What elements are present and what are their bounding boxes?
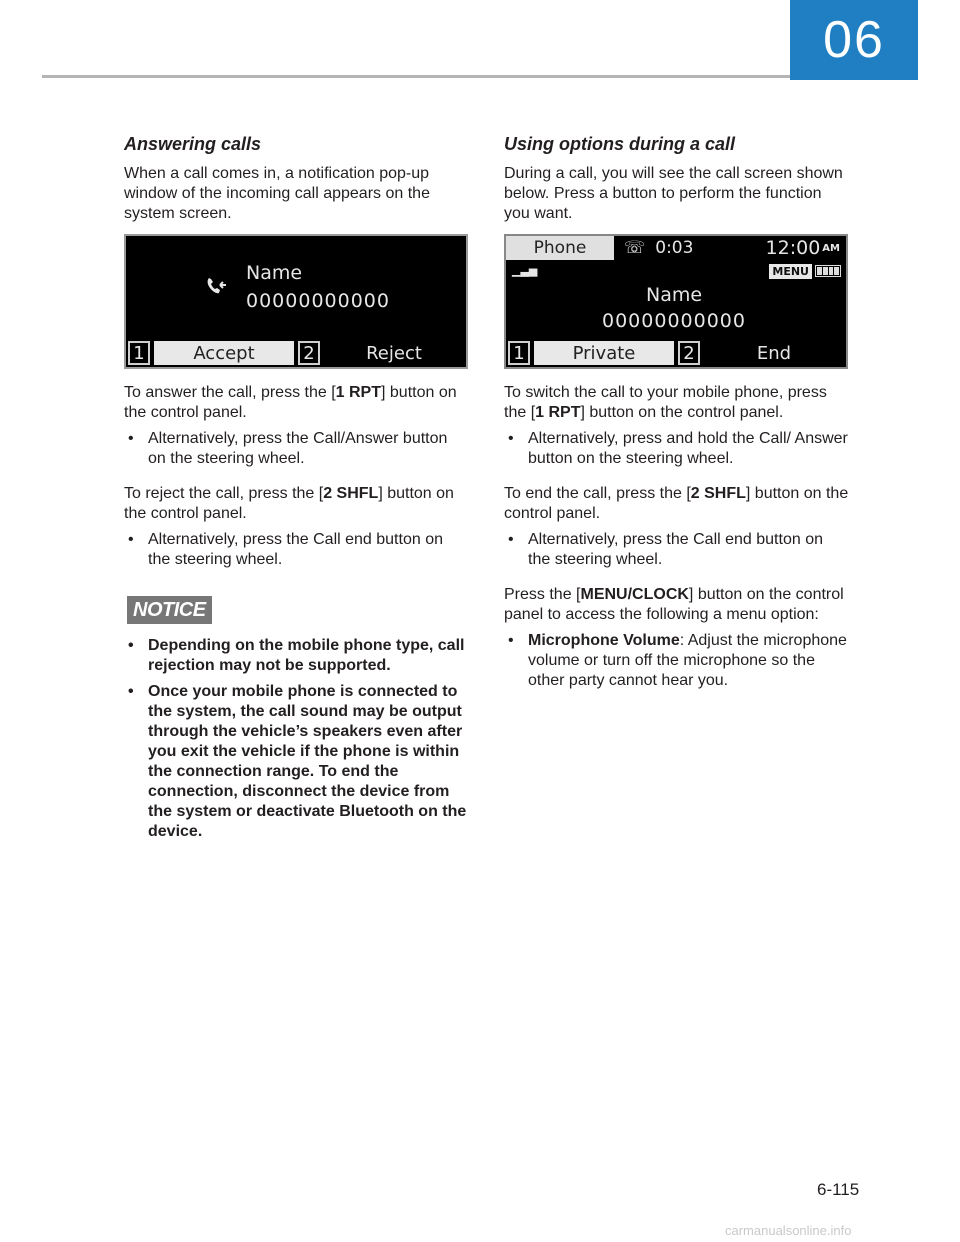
phone-tab: Phone bbox=[506, 236, 614, 260]
softkey-2-number: 2 bbox=[298, 341, 320, 365]
call-icon: ☏ bbox=[624, 238, 646, 258]
softkey-1-number: 1 bbox=[508, 341, 530, 365]
notice-list bbox=[124, 636, 469, 842]
left-column bbox=[124, 134, 469, 842]
softkey-1-number: 1 bbox=[128, 341, 150, 365]
end-instruction: To end the call, press the [2 SHFL] button on the control panel. bbox=[504, 485, 849, 522]
notice-badge: NOTICE bbox=[127, 596, 212, 624]
answer-bullet: • Alternatively, press the Call/Answer button on the steering wheel. bbox=[124, 429, 469, 469]
accept-softkey: Accept bbox=[154, 341, 294, 365]
reject-softkey: Reject bbox=[366, 342, 422, 364]
caller-number: 00000000000 bbox=[246, 290, 390, 312]
section-heading-answering: Answering calls bbox=[124, 134, 262, 154]
watermark: carmanualsonline.info bbox=[725, 1223, 852, 1238]
chapter-tab: 06 bbox=[790, 0, 918, 80]
notice-item: • Once your mobile phone is connected to the system, the call sound may be output through the vehicle’s speakers even after you exit the vehicle if the phone is within the connection range. To end the connection, disconnect the device from the system or deactivate Bluetooth on the device. bbox=[124, 682, 469, 842]
switch-instruction: To switch the call to your mobile phone, press the [1 RPT] button on the control panel. bbox=[504, 384, 827, 421]
answering-intro: When a call comes in, a notification pop-up window of the incoming call appears on the system screen. bbox=[124, 165, 430, 222]
caller-number: 00000000000 bbox=[602, 310, 746, 332]
end-softkey: End bbox=[756, 342, 792, 364]
right-column bbox=[504, 134, 849, 691]
menu-indicator: MENU bbox=[769, 264, 812, 279]
microphone-volume-item: • Microphone Volume: Adjust the microphone volume or turn off the microphone so the other party cannot hear you. bbox=[504, 631, 849, 691]
in-call-screen-image bbox=[504, 234, 848, 369]
answer-instruction: To answer the call, press the [1 RPT] button on the control panel. bbox=[124, 384, 457, 421]
softkey-row bbox=[126, 339, 466, 367]
notice-item: • Depending on the mobile phone type, call rejection may not be supported. bbox=[124, 636, 469, 676]
incoming-call-icon bbox=[206, 276, 228, 301]
header-rule bbox=[42, 75, 790, 78]
options-intro: During a call, you will see the call screen shown below. Press a button to perform the function you want. bbox=[504, 165, 843, 222]
clock: 12:00 AM bbox=[765, 237, 840, 259]
reject-instruction: To reject the call, press the [2 SHFL] button on the control panel. bbox=[124, 485, 454, 522]
battery-icon bbox=[815, 265, 841, 277]
status-bar bbox=[506, 236, 846, 260]
page-number: 6-115 bbox=[817, 1180, 860, 1199]
section-heading-options: Using options during a call bbox=[504, 134, 736, 154]
call-timer: ☏ 0:03 bbox=[624, 238, 694, 258]
softkey-row bbox=[506, 339, 846, 367]
softkey-2-number: 2 bbox=[678, 341, 700, 365]
caller-name: Name bbox=[646, 284, 703, 306]
menu-instruction: Press the [MENU/CLOCK] button on the control panel to access the following a menu option: bbox=[504, 586, 844, 623]
private-softkey: Private bbox=[534, 341, 674, 365]
incoming-call-screen-image bbox=[124, 234, 468, 369]
switch-bullet: • Alternatively, press and hold the Call/ Answer button on the steering wheel. bbox=[504, 429, 849, 469]
reject-bullet: • Alternatively, press the Call end button on the steering wheel. bbox=[124, 530, 469, 570]
signal-icon: ▁▃▅ bbox=[512, 264, 538, 277]
caller-name: Name bbox=[246, 262, 303, 284]
end-bullet: • Alternatively, press the Call end button on the steering wheel. bbox=[504, 530, 849, 570]
